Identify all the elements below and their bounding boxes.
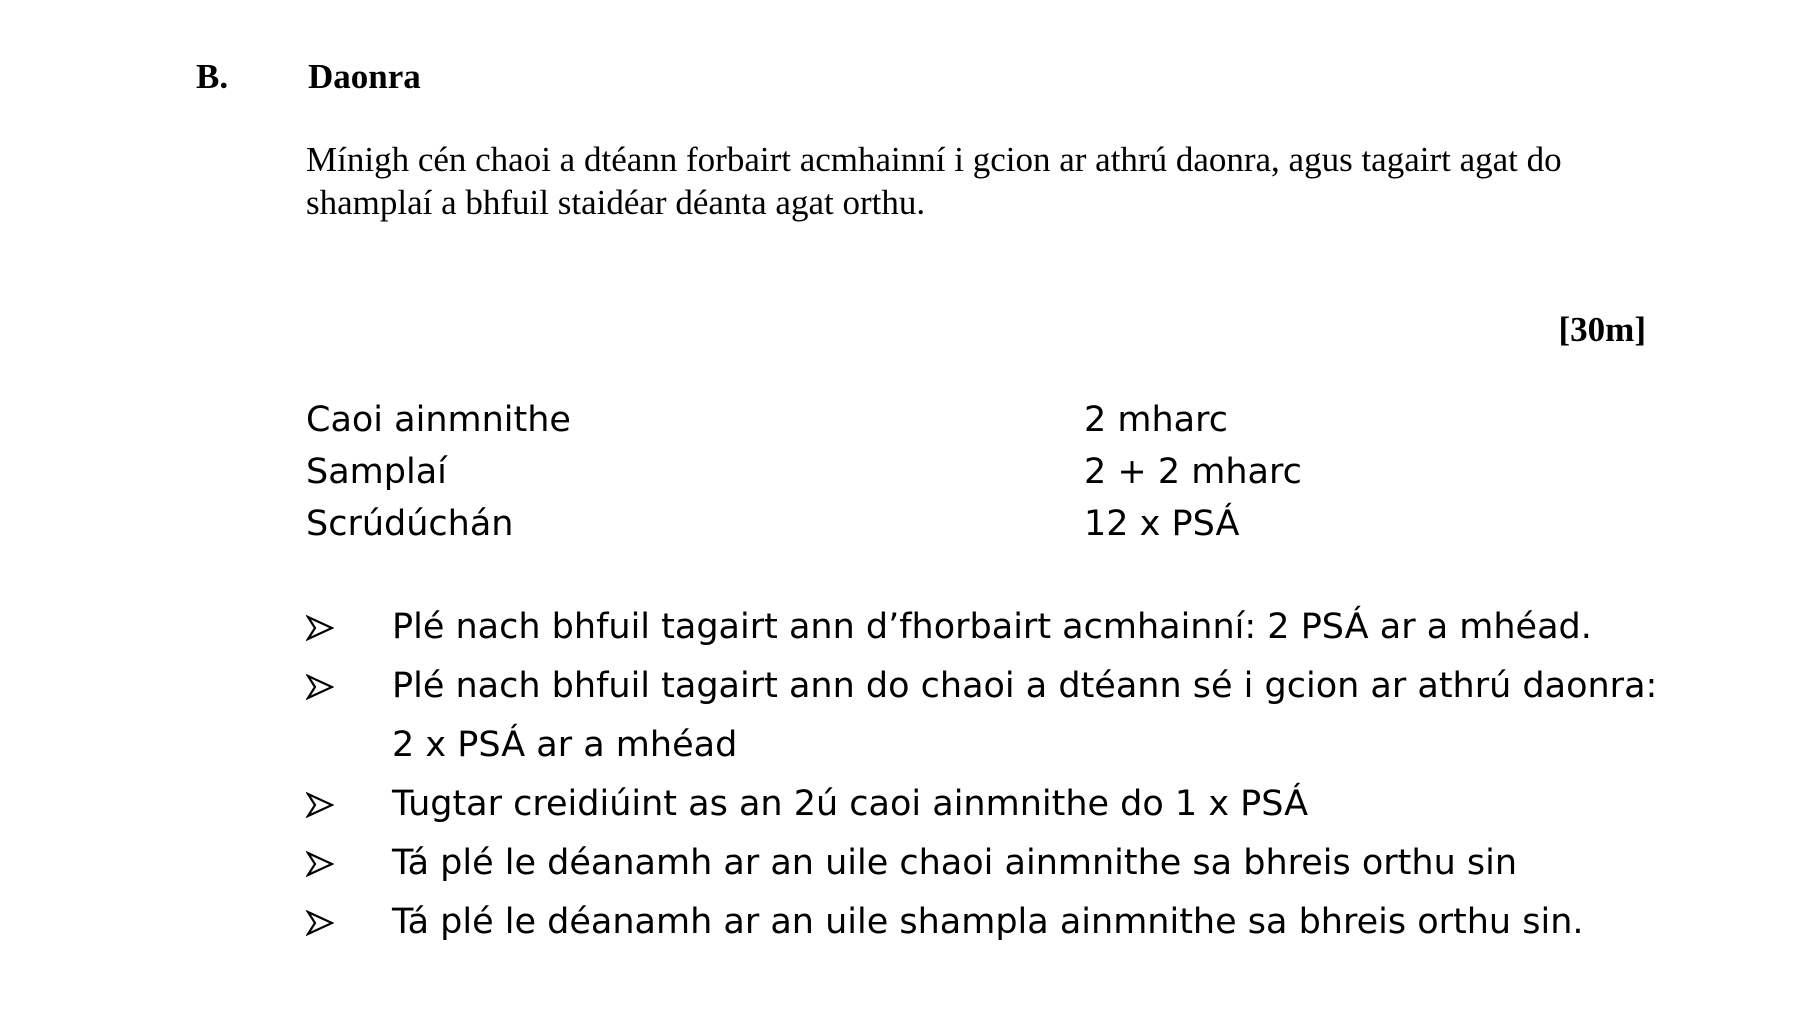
marking-scheme-value: 12 x PSÁ: [1084, 504, 1240, 544]
marking-scheme-value: 2 + 2 mharc: [1084, 452, 1302, 492]
list-item: [306, 598, 1666, 657]
arrowhead-bullet-icon: [306, 657, 340, 716]
note-text: Plé nach bhfuil tagairt ann d’fhorbairt acmhainní: 2 PSÁ ar a mhéad.: [392, 607, 1592, 647]
marking-scheme: [306, 394, 1406, 550]
note-text: Tá plé le déanamh ar an uile shampla ainmnithe sa bhreis orthu sin.: [392, 902, 1584, 942]
total-marks: [30m]: [1558, 310, 1646, 349]
list-item: [306, 775, 1666, 834]
notes-list: [306, 598, 1666, 952]
question-text: Mínigh cén chaoi a dtéann forbairt acmhainní i gcion ar athrú daonra, agus tagairt agat do shamplaí a bhfuil staidéar déanta agat orthu.: [306, 140, 1562, 222]
marking-scheme-row: [306, 446, 1406, 498]
note-text: Tá plé le déanamh ar an uile chaoi ainmnithe sa bhreis orthu sin: [392, 843, 1518, 883]
list-item: [306, 657, 1666, 775]
list-item: [306, 834, 1666, 893]
arrowhead-bullet-icon: [306, 834, 340, 893]
arrowhead-bullet-icon: [306, 775, 340, 834]
list-item: [306, 893, 1666, 952]
arrowhead-bullet-icon: [306, 893, 340, 952]
marking-scheme-value: 2 mharc: [1084, 400, 1228, 440]
note-text: Tugtar creidiúint as an 2ú caoi ainmnithe do 1 x PSÁ: [392, 784, 1309, 824]
marking-scheme-row: [306, 498, 1406, 550]
note-text: Plé nach bhfuil tagairt ann do chaoi a dtéann sé i gcion ar athrú daonra: 2 x PSÁ ar a mhéad: [392, 666, 1658, 765]
arrowhead-bullet-icon: [306, 598, 340, 657]
marking-scheme-label: Scrúdúchán: [306, 504, 514, 544]
section-letter: B.: [196, 57, 229, 96]
marking-scheme-label: Caoi ainmnithe: [306, 400, 571, 440]
section-title: Daonra: [308, 57, 421, 96]
marking-scheme-label: Samplaí: [306, 452, 447, 492]
marking-scheme-row: [306, 394, 1406, 446]
